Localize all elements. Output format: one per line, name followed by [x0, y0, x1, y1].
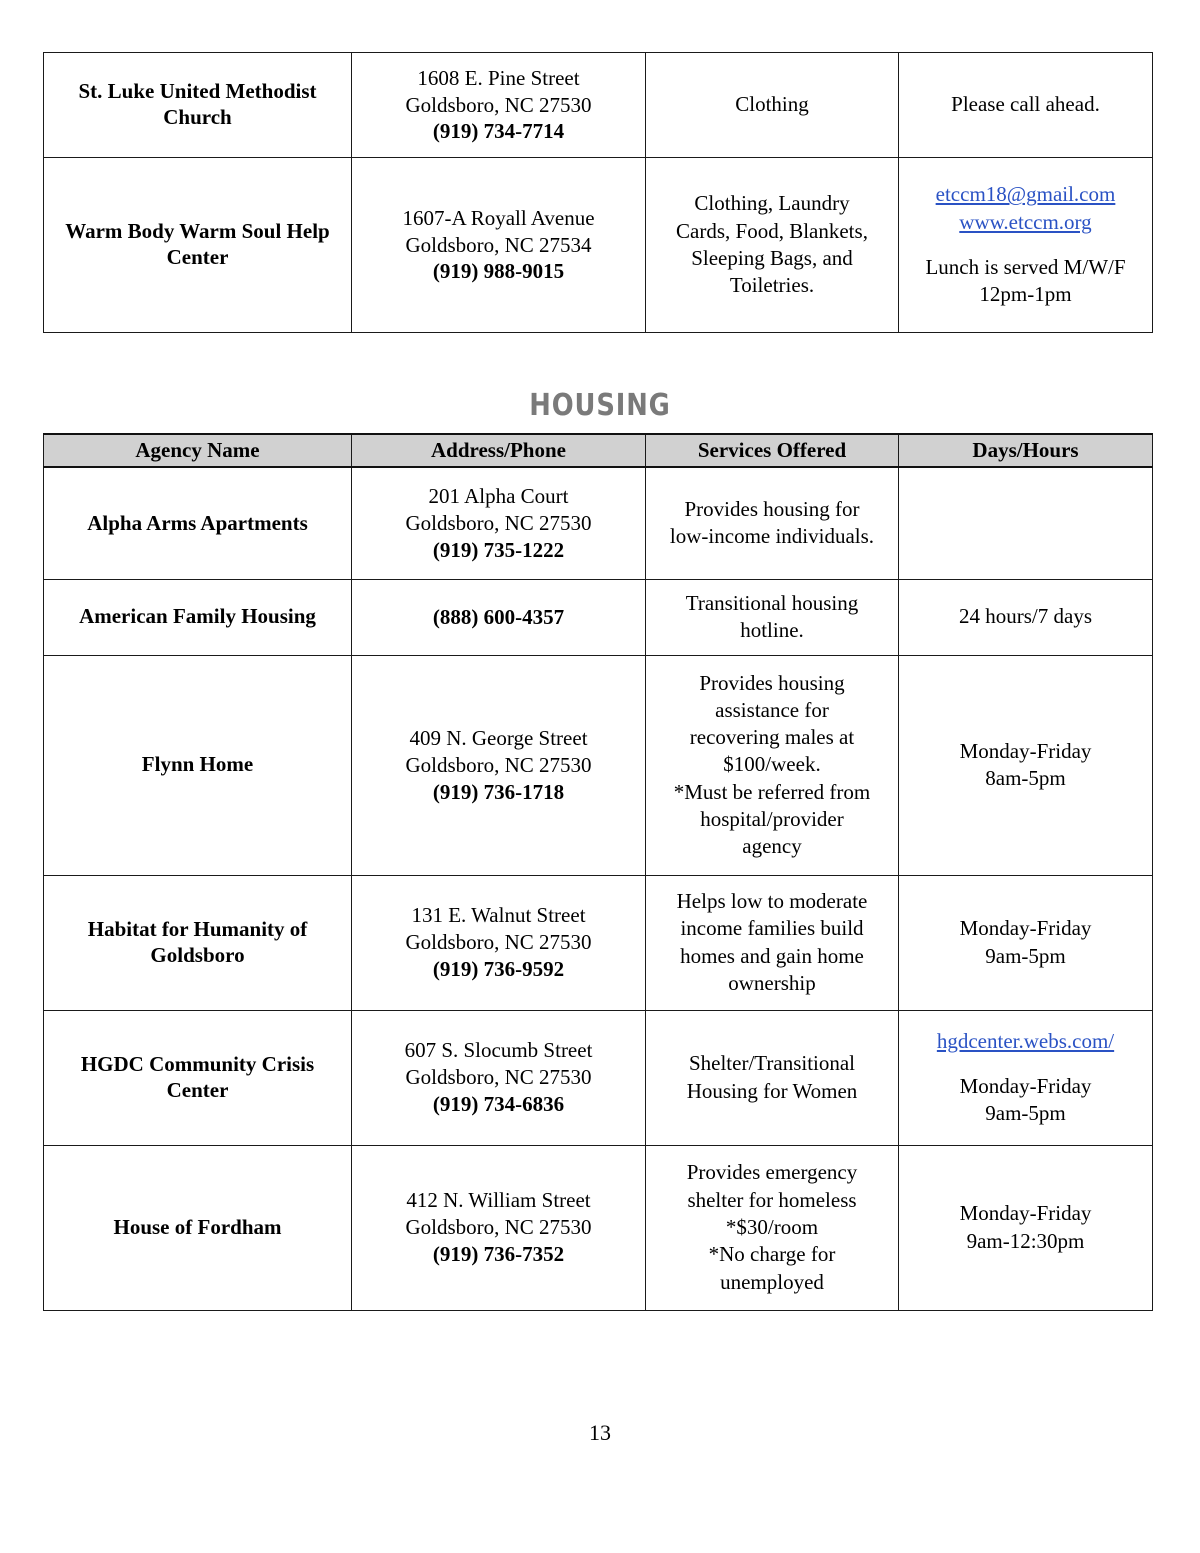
address-line: Goldsboro, NC 27534 — [405, 232, 592, 257]
service-line: *Must be referred from — [673, 779, 871, 804]
cell-services-offered — [646, 467, 899, 579]
service-line: Cards, Food, Blankets, — [676, 218, 868, 243]
clothing-continuation-table — [43, 52, 1153, 333]
cell-address-phone — [352, 875, 646, 1010]
service-line: *$30/room — [725, 1214, 819, 1239]
days-hours-line: 8am-5pm — [985, 766, 1066, 791]
service-line: assistance for — [715, 697, 829, 722]
cell-services-offered — [646, 655, 899, 875]
cell-services-offered — [646, 579, 899, 655]
cell-agency-name: HGDC Community Crisis Center — [44, 1010, 352, 1145]
address-line: Goldsboro, NC 27530 — [405, 510, 592, 535]
cell-address-phone — [352, 655, 646, 875]
cell-agency-name: Alpha Arms Apartments — [44, 467, 352, 579]
cell-days-hours — [899, 467, 1153, 579]
phone-number: (888) 600-4357 — [432, 604, 565, 629]
service-line: *No charge for — [708, 1242, 836, 1267]
address-line: Goldsboro, NC 27530 — [405, 752, 592, 777]
phone-number: (919) 734-6836 — [432, 1092, 565, 1117]
phone-number: (919) 736-7352 — [432, 1242, 565, 1267]
cell-agency-name: Flynn Home — [44, 655, 352, 875]
hyperlink[interactable]: etccm18@gmail.com — [935, 182, 1116, 207]
column-header-agency-name: Agency Name — [44, 434, 352, 467]
service-line: unemployed — [720, 1269, 824, 1294]
table-row — [44, 1145, 1153, 1310]
service-line: Sleeping Bags, and — [691, 246, 853, 270]
service-line: hotline. — [740, 618, 804, 643]
service-line: Shelter/Transitional — [688, 1051, 856, 1076]
table-row — [44, 1010, 1153, 1145]
cell-days-hours — [899, 655, 1153, 875]
service-line: Provides emergency — [686, 1160, 858, 1185]
cell-services-offered — [646, 158, 899, 333]
address-line: 607 S. Slocumb Street — [404, 1038, 593, 1063]
phone-number: (919) 735-1222 — [432, 537, 565, 562]
days-hours-line: Lunch is served M/W/F — [925, 255, 1126, 279]
days-hours-line: Monday-Friday — [959, 738, 1092, 763]
days-hours-line: 12pm-1pm — [979, 282, 1072, 307]
column-header-address-phone: Address/Phone — [352, 434, 646, 467]
cell-agency-name: American Family Housing — [44, 579, 352, 655]
cell-agency-name: St. Luke United Methodist Church — [44, 53, 352, 158]
days-hours-line: 9am-5pm — [985, 1101, 1066, 1126]
days-hours-line: 9am-5pm — [985, 943, 1066, 968]
address-line: 409 N. George Street — [409, 725, 588, 750]
cell-address-phone — [352, 1010, 646, 1145]
cell-address-phone — [352, 1145, 646, 1310]
address-line: 201 Alpha Court — [428, 484, 569, 509]
service-line: Provides housing for — [684, 497, 860, 522]
service-line: hospital/provider — [700, 807, 844, 832]
days-hours-line: Monday-Friday — [959, 1201, 1092, 1226]
service-line: Clothing — [735, 92, 809, 117]
address-line: Goldsboro, NC 27530 — [405, 930, 592, 955]
service-line: income families build — [680, 916, 864, 941]
address-line: 1608 E. Pine Street — [417, 65, 580, 90]
spacer — [907, 1055, 1144, 1073]
service-line: homes and gain home — [680, 943, 864, 968]
service-line: Provides housing — [699, 670, 845, 695]
table-row — [44, 158, 1153, 333]
service-line: Toiletries. — [729, 273, 815, 298]
cell-days-hours — [899, 875, 1153, 1010]
service-line: recovering males at — [689, 725, 855, 750]
address-line: 1607-A Royall Avenue — [402, 205, 595, 230]
cell-days-hours — [899, 53, 1153, 158]
column-header-days-hours: Days/Hours — [899, 434, 1153, 467]
page-number: 13 — [589, 1420, 611, 1445]
service-line: agency — [742, 834, 802, 859]
service-line: Helps low to moderate — [676, 889, 868, 913]
days-hours-line: Please call ahead. — [951, 92, 1100, 117]
hyperlink[interactable]: www.etccm.org — [959, 209, 1092, 234]
address-line: 412 N. William Street — [406, 1188, 591, 1213]
phone-number: (919) 736-1718 — [432, 779, 565, 804]
table-row — [44, 53, 1153, 158]
hyperlink[interactable]: hgdcenter.webs.com/ — [936, 1028, 1115, 1053]
table-row — [44, 467, 1153, 579]
cell-address-phone — [352, 467, 646, 579]
phone-number: (919) 988-9015 — [432, 259, 565, 284]
service-line: ownership — [728, 970, 816, 995]
cell-services-offered — [646, 53, 899, 158]
service-line: low-income individuals. — [669, 524, 875, 549]
cell-days-hours — [899, 1010, 1153, 1145]
cell-services-offered — [646, 1145, 899, 1310]
service-line: Housing for Women — [686, 1078, 858, 1103]
table-row — [44, 579, 1153, 655]
address-line: Goldsboro, NC 27530 — [405, 1215, 592, 1240]
phone-number: (919) 734-7714 — [432, 119, 565, 144]
address-line: 131 E. Walnut Street — [411, 903, 586, 928]
housing-table — [43, 433, 1153, 1311]
table-row — [44, 875, 1153, 1010]
cell-address-phone — [352, 579, 646, 655]
phone-number: (919) 736-9592 — [432, 957, 565, 982]
address-line: Goldsboro, NC 27530 — [405, 92, 592, 117]
days-hours-line: Monday-Friday — [959, 1073, 1092, 1098]
table-row — [44, 655, 1153, 875]
cell-agency-name: Habitat for Humanity of Goldsboro — [44, 875, 352, 1010]
service-line: Transitional housing — [685, 590, 859, 615]
cell-days-hours — [899, 158, 1153, 333]
address-line: Goldsboro, NC 27530 — [405, 1065, 592, 1090]
cell-address-phone — [352, 53, 646, 158]
cell-days-hours — [899, 579, 1153, 655]
service-line: Clothing, Laundry — [694, 191, 850, 216]
days-hours-line: 24 hours/7 days — [959, 604, 1092, 629]
cell-services-offered — [646, 1010, 899, 1145]
cell-services-offered — [646, 875, 899, 1010]
cell-days-hours — [899, 1145, 1153, 1310]
cell-agency-name: House of Fordham — [44, 1145, 352, 1310]
spacer — [907, 236, 1144, 254]
column-header-services: Services Offered — [646, 434, 899, 467]
section-title-housing: HOUSING — [529, 388, 671, 423]
days-hours-line: Monday-Friday — [959, 916, 1092, 941]
cell-agency-name: Warm Body Warm Soul Help Center — [44, 158, 352, 333]
housing-table-header-row — [44, 434, 1153, 467]
service-line: shelter for homeless — [687, 1187, 857, 1212]
service-line: $100/week. — [723, 752, 821, 777]
cell-address-phone — [352, 158, 646, 333]
days-hours-line: 9am-12:30pm — [966, 1228, 1085, 1253]
